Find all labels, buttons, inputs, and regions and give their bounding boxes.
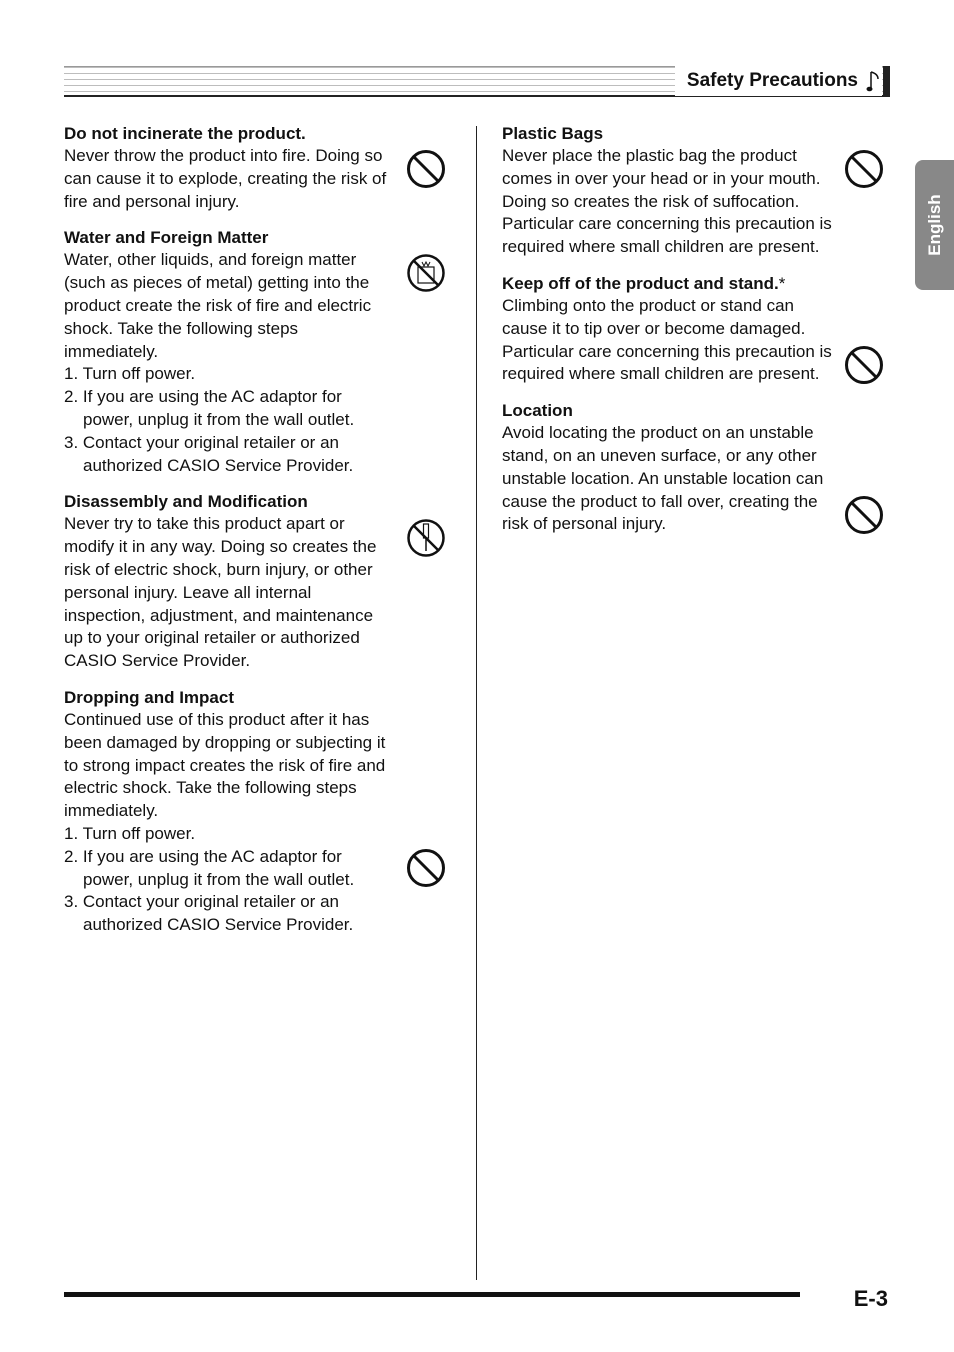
language-tab (915, 160, 954, 290)
prohibited-icon (406, 149, 446, 189)
section-dropping (64, 686, 394, 937)
no-disassembly-icon (406, 518, 446, 558)
music-note-icon (866, 69, 880, 93)
section-body: Water, other liquids, and foreign matter (such as pieces of metal) getting into the product create the risk of fire and electric shock. Take the following steps immediately. (64, 250, 372, 361)
section-title: Disassembly and Modification (64, 492, 308, 512)
prohibited-icon (406, 848, 446, 888)
section-disassembly (64, 490, 394, 673)
page-header (64, 66, 890, 98)
steps-list (64, 823, 394, 937)
section-body: Avoid locating the product on an unstable stand, on an uneven surface, or any other unstable location. An unstable location can cause the product to fall over, creating the risk of personal injury. (502, 423, 824, 534)
section-title: Water and Foreign Matter (64, 228, 269, 248)
section-title: Do not incinerate the product. (64, 124, 306, 143)
page-number: E-3 (853, 1286, 888, 1311)
language-tab-label: English (924, 194, 944, 256)
section-title: Dropping and Impact (64, 687, 234, 707)
section-body: Climbing onto the product or stand can cause it to tip over or become damaged. Particular care concerning this precaution is required where small children are present. (502, 295, 832, 384)
prohibited-icon (844, 345, 884, 385)
footer-rule (64, 1292, 800, 1297)
section-incinerate (64, 122, 394, 213)
section-body: Continued use of this product after it has been damaged by dropping or subjecting it to strong impact creates the risk of fire and electric shock. Take the following steps immediately. (64, 709, 386, 821)
list-item: 3. Contact your original retailer or an authorized CASIO Service Provider. (64, 432, 354, 475)
header-edge-block (883, 66, 890, 97)
list-item: 1. Turn off power. (64, 364, 196, 384)
column-divider (476, 126, 477, 1280)
prohibited-icon (844, 149, 884, 189)
section-body: Never place the plastic bag the product comes in over your head or in your mouth. Doing so creates the risk of suffocation. (502, 146, 821, 211)
header-title-box (675, 66, 882, 96)
section-body: Never try to take this product apart or modify it in any way. Doing so creates the risk of electric shock, burn injury, or other personal injury. Leave all internal inspection, adjustment, and maintenance up to your original retailer or authorized CASIO Service Provider. (64, 514, 377, 671)
list-item: 1. Turn off power. (64, 823, 196, 843)
section-body: Never throw the product into fire. Doing so can cause it to explode, creating the risk of fire and personal injury. (64, 146, 387, 211)
list-item: 2. If you are using the AC adaptor for power, unplug it from the wall outlet. (64, 387, 355, 429)
section-keep-off (502, 272, 832, 386)
section-location (502, 399, 832, 536)
section-body: Particular care concerning this precaution is required where small children are present. (502, 214, 832, 257)
section-title: Location (502, 401, 573, 421)
left-column (64, 122, 394, 950)
section-plastic-bags (502, 122, 832, 259)
list-item: 3. Contact your original retailer or an authorized CASIO Service Provider. (64, 892, 354, 935)
page-title: Safety Precautions (686, 70, 858, 91)
right-column (502, 122, 832, 549)
section-water (64, 226, 394, 477)
list-item: 2. If you are using the AC adaptor for power, unplug it from the wall outlet. (64, 846, 355, 889)
no-liquids-icon (406, 253, 446, 293)
prohibited-icon (844, 495, 884, 535)
footnote-marker: * (778, 273, 786, 293)
section-title-text: Keep off of the product and stand. (502, 273, 779, 293)
section-title: Plastic Bags (502, 124, 604, 143)
section-title (502, 272, 832, 295)
steps-list (64, 363, 394, 477)
